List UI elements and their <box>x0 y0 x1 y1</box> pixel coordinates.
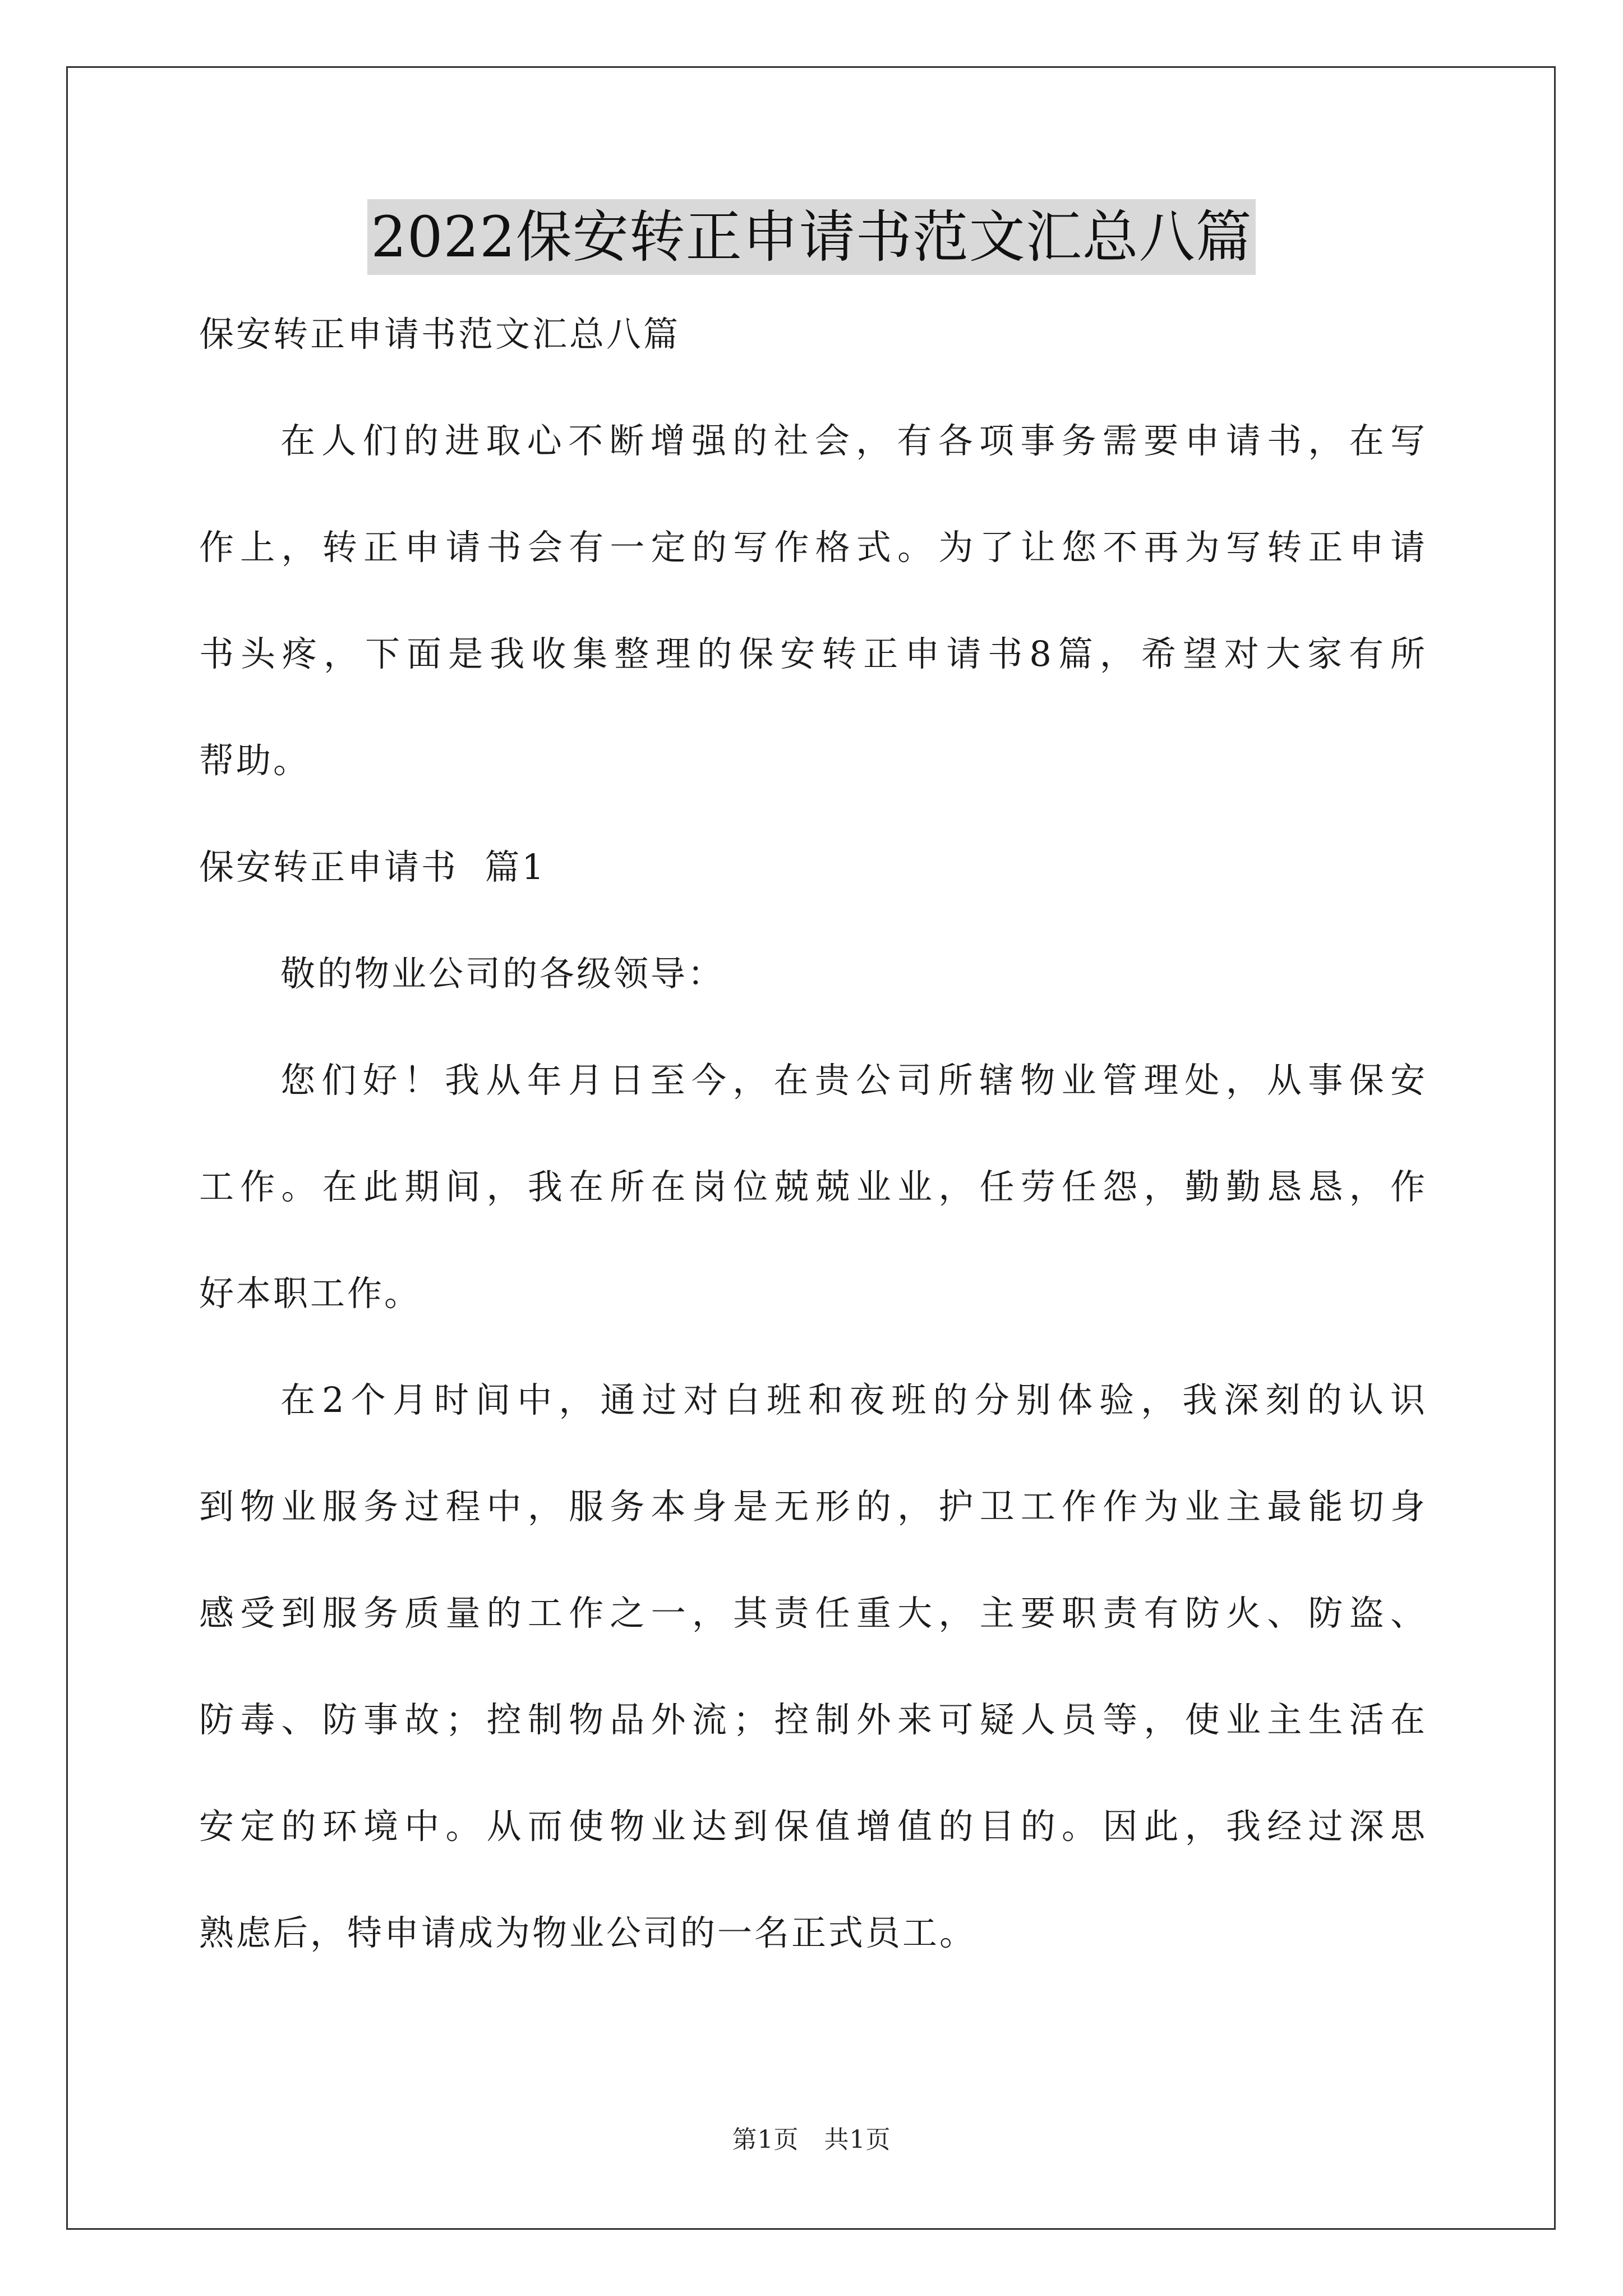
document-title: 2022保安转正申请书范文汇总八篇 <box>367 199 1256 275</box>
page-number: 第1页 共1页 <box>732 2125 891 2154</box>
document-body <box>199 307 1427 2013</box>
paragraph-line: 防毒、防事故；控制物品外流；控制外来可疑人员等，使业主生活在 <box>199 1699 1427 1740</box>
paragraph-line: 在2个月时间中，通过对白班和夜班的分别体验，我深刻的认识 <box>280 1379 1427 1420</box>
intro-line: 书头疼，下面是我收集整理的保安转正申请书8篇，希望对大家有所 <box>199 633 1427 674</box>
document-title-container <box>0 199 1623 275</box>
paragraph-2 <box>199 1373 1427 1960</box>
page-footer <box>0 2123 1623 2157</box>
paragraph-line: 工作。在此期间，我在所在岗位兢兢业业，任劳任怨，勤勤恳恳，作 <box>199 1166 1427 1207</box>
intro-line: 作上，转正申请书会有一定的写作格式。为了让您不再为写转正申请 <box>199 527 1427 568</box>
paragraph-line: 熟虑后，特申请成为物业公司的一名正式员工。 <box>199 1912 977 1953</box>
paragraph-line: 到物业服务过程中，服务本身是无形的，护卫工作作为业主最能切身 <box>199 1486 1427 1527</box>
intro-line: 帮助。 <box>199 740 311 781</box>
section-heading: 保安转正申请书 篇1 <box>199 846 546 887</box>
paragraph-line: 感受到服务质量的工作之一，其责任重大，主要职责有防火、防盗、 <box>199 1593 1427 1634</box>
intro-paragraph <box>199 414 1427 788</box>
paragraph-line: 好本职工作。 <box>199 1273 422 1314</box>
intro-line: 在人们的进取心不断增强的社会，有各项事务需要申请书，在写 <box>280 420 1427 461</box>
salutation: 敬的物业公司的各级领导： <box>280 953 725 994</box>
paragraph-line: 您们好！我从年月日至今，在贵公司所辖物业管理处，从事保安 <box>280 1060 1427 1101</box>
paragraph-1 <box>199 1053 1427 1320</box>
paragraph-line: 安定的环境中。从而使物业达到保值增值的目的。因此，我经过深思 <box>199 1806 1427 1847</box>
document-subtitle: 保安转正申请书范文汇总八篇 <box>199 314 681 355</box>
